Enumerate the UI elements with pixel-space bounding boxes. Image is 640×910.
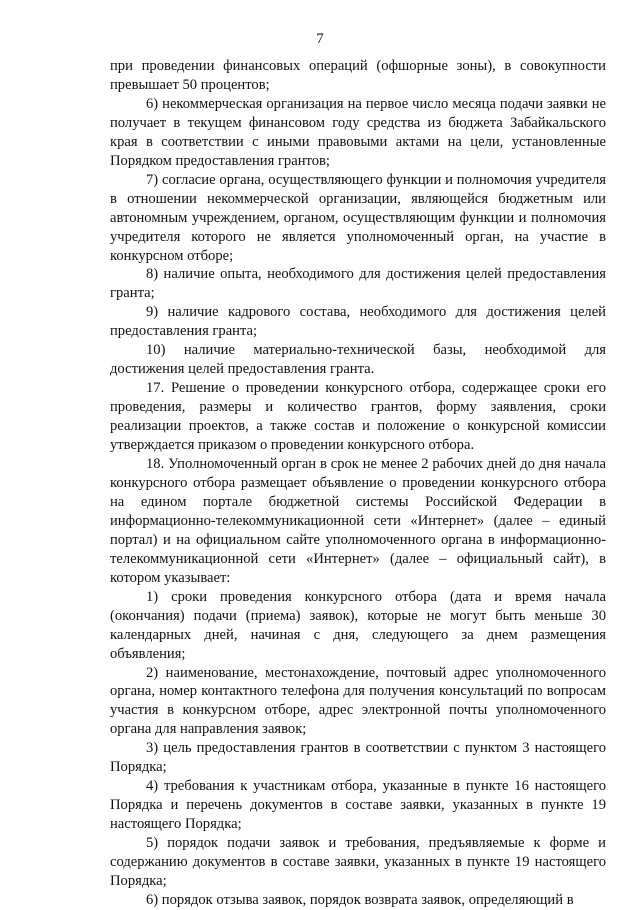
paragraph-announcement-item-1: 1) сроки проведения конкурсного отбора (дата и время начала (окончания) подачи (приема) заявок), которые не могут быть меньше 30 календарных дней, начиная с дня, следующего за днем размещения объявления; — [110, 588, 606, 662]
paragraph-item-9-staff: 9) наличие кадрового состава, необходимого для достижения целей предоставления гранта; — [110, 304, 606, 340]
paragraph-announcement-item-5: 5) порядок подачи заявок и требования, предъявляемые к форме и содержанию документов в составе заявки, указанных в пункте 19 настоящего Порядка; — [110, 835, 606, 889]
document-body — [110, 57, 606, 910]
paragraph-offshore-continuation: при проведении финансовых операций (офшорные зоны), в совокупности превышает 50 процентов; — [110, 58, 606, 93]
paragraph-item-8-experience: 8) наличие опыта, необходимого для достижения целей предоставления гранта; — [110, 266, 606, 302]
paragraph-item-6-budget-funds: 6) некоммерческая организация на первое число месяца подачи заявки не получает в текущем финансовом году средства из бюджета Забайкальского края в соответствии с иными правовыми актами на цели, установленные Порядком предоставления грантов; — [110, 95, 606, 169]
paragraph-item-7-founder-consent: 7) согласие органа, осуществляющего функции и полномочия учредителя в отношении некоммерческой организации, являющейся бюджетным или автономным учреждением, органом, осуществляющим функции и полномочия учредителя которого не является уполномоченный орган, на участие в конкурсном отборе; — [110, 171, 606, 264]
paragraph-clause-18: 18. Уполномоченный орган в срок не менее 2 рабочих дней до дня начала конкурсного отбора размещает объявление о проведении конкурсного отбора на едином портале бюджетной системы Российской Федерации в информационно-телекоммуникационной сети «Интернет» (далее – единый портал) и на официальном сайте уполномоченного органа в информационно-телекоммуникационной сети «Интернет» (далее – официальный сайт), в котором указывает: — [110, 456, 606, 586]
paragraph-announcement-item-6: 6) порядок отзыва заявок, порядок возврата заявок, определяющий в — [146, 891, 574, 908]
paragraph-announcement-item-2: 2) наименование, местонахождение, почтовый адрес уполномоченного органа, номер контактного телефона для получения консультаций по вопросам участия в конкурсном отборе, адрес электронной почты уполномоченного органа для направления заявок; — [110, 664, 606, 738]
paragraph-clause-17: 17. Решение о проведении конкурсного отбора, содержащее сроки его проведения, размеры и количество грантов, форму заявления, сроки реализации проектов, а также состав и положение о конкурсной комиссии утверждается приказом о проведении конкурсного отбора. — [110, 380, 606, 454]
paragraph-announcement-item-3: 3) цель предоставления грантов в соответствии с пунктом 3 настоящего Порядка; — [110, 740, 606, 776]
page-number: 7 — [316, 31, 324, 47]
paragraph-announcement-item-4: 4) требования к участникам отбора, указанные в пункте 16 настоящего Порядка и перечень документов в составе заявки, указанных в пункте 19 настоящего Порядка; — [110, 778, 606, 833]
paragraph-item-10-material-base: 10) наличие материально-технической базы, необходимой для достижения целей предоставления гранта. — [110, 342, 606, 378]
